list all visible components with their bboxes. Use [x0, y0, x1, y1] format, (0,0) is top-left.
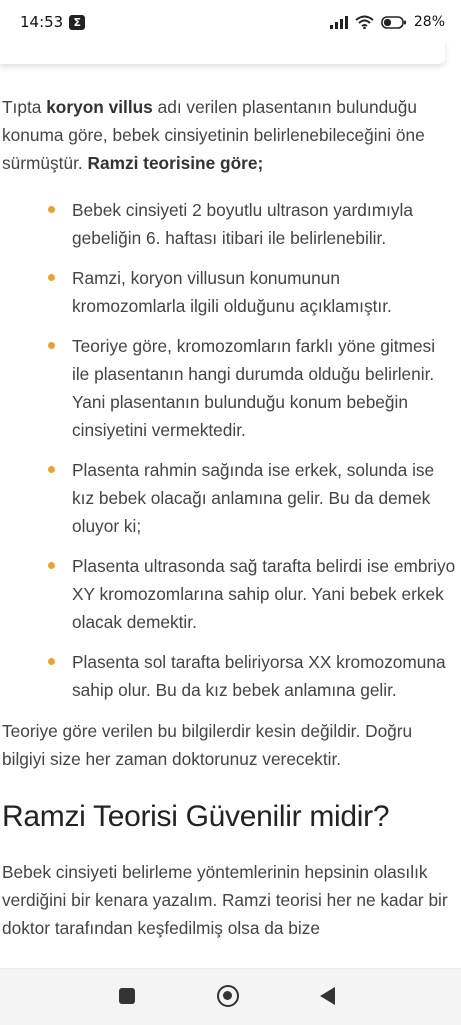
bullet-dot — [48, 658, 55, 665]
list-item-text: Ramzi, koryon villusun konumunun kromozomlarla ilgili olduğunu açıklamıştır. — [72, 268, 392, 316]
status-left — [20, 13, 85, 31]
list-item — [0, 332, 457, 444]
list-item-text: Teoriye göre, kromozomların farklı yöne gitmesi ile plasentanın hangi durumda olduğu belirlenir. Yani plasentanın bulunduğu konum bebeğin cinsiyetini vermektedir. — [72, 336, 436, 440]
notification-icon: Σ — [69, 15, 85, 30]
list-item — [0, 552, 457, 636]
conclusion-paragraph: Teoriye göre verilen bu bilgilerdir kesin değildir. Doğru bilgiyi size her zaman doktorunuz verecektir. — [2, 721, 413, 769]
intro-bold-term: koryon villus — [46, 97, 153, 117]
list-item-text: Plasenta rahmin sağında ise erkek, solunda ise kız bebek olacağı anlamına gelir. Bu da demek oluyor ki; — [72, 460, 435, 536]
wifi-icon — [355, 15, 374, 29]
section-heading: Ramzi Teorisi Güvenilir midir? — [2, 800, 390, 833]
intro-paragraph — [0, 93, 460, 177]
bullet-dot — [48, 562, 55, 569]
list-item-text: Bebek cinsiyeti 2 boyutlu ultrason yardımıyla gebeliğin 6. haftası itibari ile belirlenebilir. — [72, 200, 413, 248]
article-content — [0, 44, 461, 968]
theory-list — [0, 196, 461, 704]
bullet-dot — [48, 206, 55, 213]
back-icon[interactable] — [320, 987, 335, 1005]
battery-percent: 28% — [413, 14, 445, 30]
section-paragraph: Bebek cinsiyeti belirleme yöntemlerinin hepsinin olasılık verdiğini bir kenara yazalım. Ramzi teorisi her ne kadar bir doktor tarafından keşfedilmiş olsa da bize — [2, 862, 448, 938]
battery-icon — [381, 16, 407, 29]
status-time: 14:53 — [20, 13, 64, 31]
list-item — [0, 196, 457, 252]
list-item — [0, 264, 457, 320]
intro-bold-lead: Ramzi teorisine göre; — [87, 153, 264, 173]
signal-icon — [330, 16, 348, 29]
system-nav-bar — [0, 968, 461, 1025]
list-item — [0, 456, 457, 540]
status-bar — [0, 0, 461, 44]
status-right — [330, 14, 445, 30]
bullet-dot — [48, 466, 55, 473]
list-item-text: Plasenta ultrasonda sağ tarafta belirdi ise embriyo XY kromozomlarına sahip olur. Yani bebek erkek olacak demektir. — [72, 556, 456, 632]
bullet-dot — [48, 342, 55, 349]
list-item — [0, 648, 457, 704]
home-icon[interactable] — [217, 985, 239, 1007]
recent-apps-icon[interactable] — [119, 988, 135, 1004]
bullet-dot — [48, 274, 55, 281]
intro-text: adı verilen plasentanın bulunduğu konuma göre, bebek cinsiyetinin belirlenebileceğini öne sürmüştür. — [2, 97, 425, 173]
list-item-text: Plasenta sol tarafta beliriyorsa XX kromozomuna sahip olur. Bu da kız bebek anlamına gelir. — [72, 652, 446, 700]
intro-text: Tıpta — [2, 97, 47, 117]
